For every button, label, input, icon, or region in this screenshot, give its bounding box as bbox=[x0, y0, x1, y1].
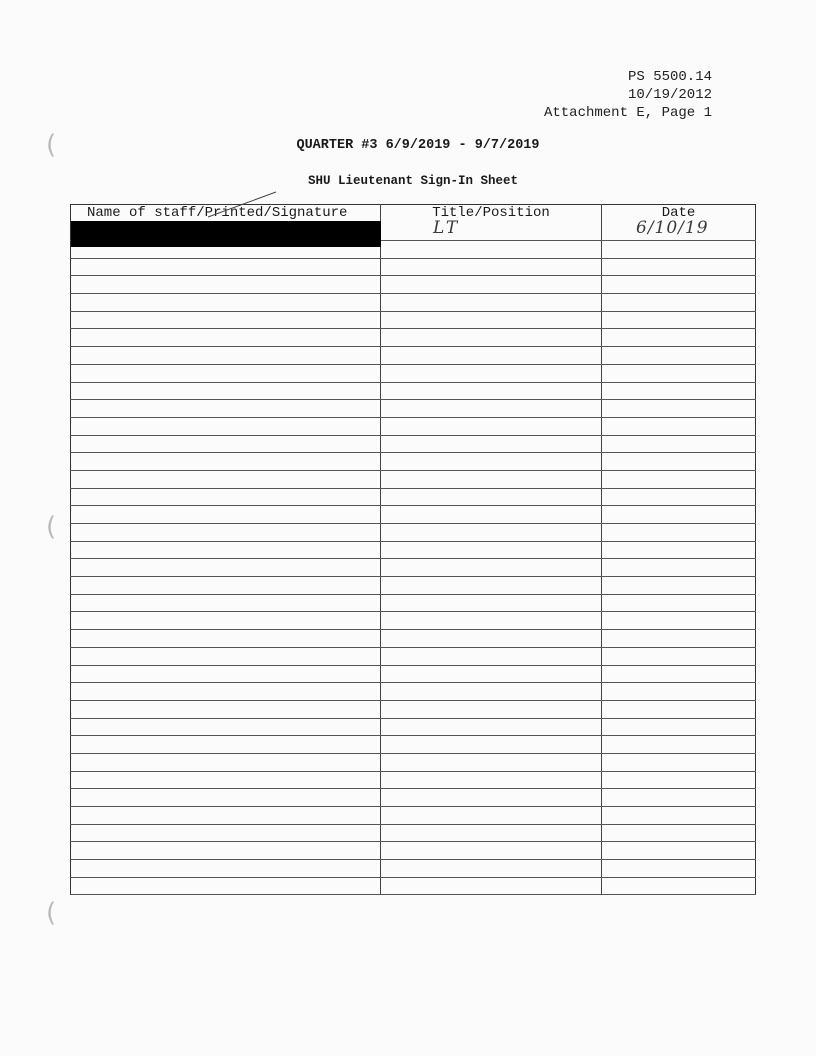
column-header-title: Title/Position bbox=[381, 205, 602, 222]
pen-stroke bbox=[208, 192, 276, 217]
punch-hole-mark: ( bbox=[46, 898, 57, 928]
attachment-page: Attachment E, Page 1 bbox=[543, 105, 712, 121]
handwritten-title: LT bbox=[433, 218, 461, 238]
punch-hole-mark: ( bbox=[46, 512, 57, 542]
punch-hole-mark: ( bbox=[46, 130, 57, 160]
policy-date: 10/19/2012 bbox=[627, 87, 712, 103]
quarter-title: QUARTER #3 6/9/2019 - 9/7/2019 bbox=[296, 138, 540, 153]
policy-number: PS 5500.14 bbox=[627, 69, 712, 85]
column-header-name: Name of staff/Printed/Signature bbox=[71, 205, 381, 222]
sheet-title: SHU Lieutenant Sign-In Sheet bbox=[307, 174, 519, 188]
handwritten-date: 6/10/19 bbox=[636, 218, 709, 238]
column-header-date: Date bbox=[661, 205, 696, 221]
